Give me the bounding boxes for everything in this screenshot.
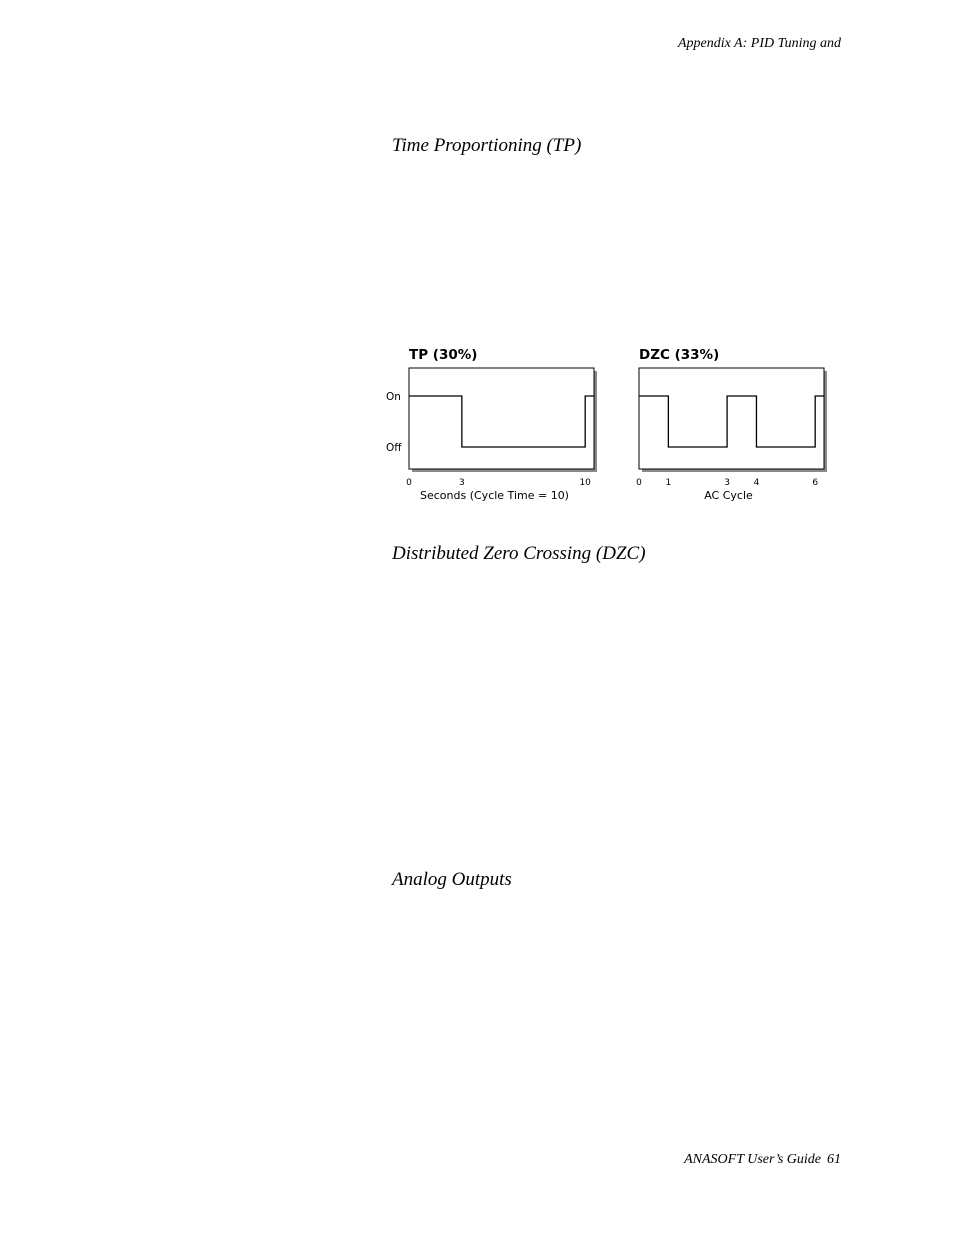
x-tick-label: 3 (458, 478, 465, 488)
page-footer (684, 1152, 841, 1168)
footer-title: ANASOFT User’s Guide (684, 1152, 821, 1167)
x-tick-label: 3 (724, 478, 730, 488)
waveform-figure (380, 340, 840, 510)
x-tick-label: 0 (406, 478, 412, 488)
heading-time-proportioning: Time Proportioning (TP) (392, 135, 582, 156)
chart-frame (639, 368, 824, 469)
heading-analog-outputs: Analog Outputs (392, 869, 512, 890)
x-tick-label: 0 (636, 478, 642, 488)
x-axis-label: AC Cycle (704, 489, 753, 502)
chart-frame (409, 368, 594, 469)
y-label-off: Off (386, 442, 402, 454)
running-head: Appendix A: PID Tuning and (677, 36, 841, 51)
x-tick-label: 10 (579, 478, 591, 488)
x-tick-label: 4 (753, 478, 760, 488)
chart-title: DZC (33%) (639, 347, 720, 363)
page-number: 61 (827, 1152, 841, 1167)
x-axis-label: Seconds (Cycle Time = 10) (420, 489, 569, 502)
waveform-charts-svg (380, 340, 840, 510)
x-tick-label: 6 (812, 478, 819, 488)
x-tick-label: 1 (665, 478, 672, 488)
heading-distributed-zero-crossing: Distributed Zero Crossing (DZC) (392, 543, 646, 564)
y-label-on: On (386, 391, 401, 403)
chart-title: TP (30%) (409, 347, 478, 363)
